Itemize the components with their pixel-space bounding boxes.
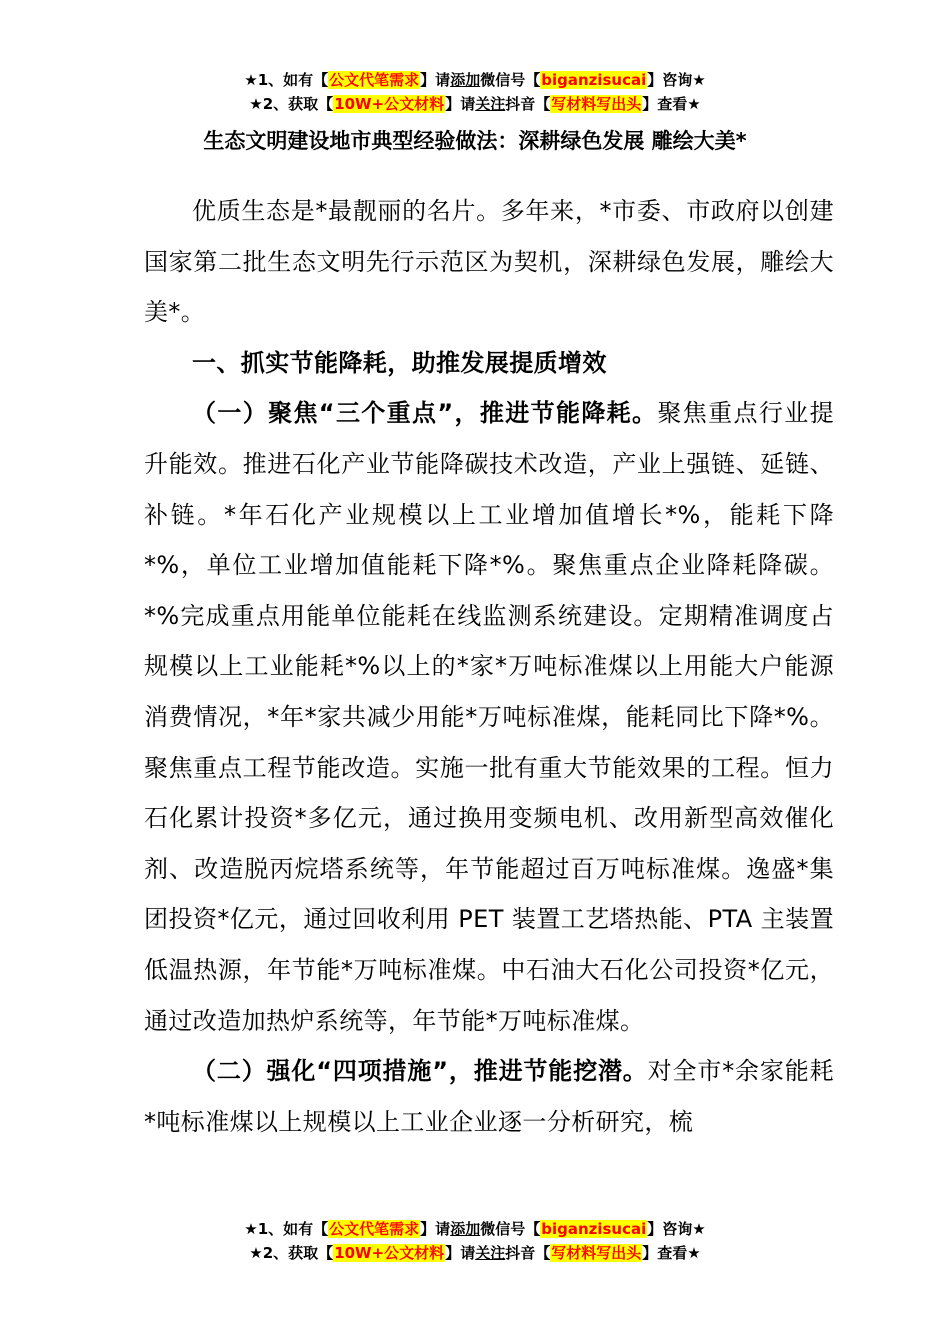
banner-text: 抖音【 — [505, 1244, 551, 1262]
banner-line-1 — [0, 1217, 950, 1241]
banner-highlight: 10W+公文材料 — [334, 1244, 445, 1262]
banner-line-2 — [0, 1241, 950, 1265]
banner-text: ★2、获取【 — [249, 1244, 334, 1262]
banner-text: 】请 — [445, 1244, 476, 1262]
banner-line-1 — [0, 68, 950, 92]
intro-paragraph: 优质生态是*最靓丽的名片。多年来，*市委、市政府以创建国家第二批生态文明先行示范区为契机，深耕绿色发展，雕绘大美*。 — [144, 197, 834, 327]
banner-line-2 — [0, 92, 950, 116]
header-banner — [0, 68, 950, 116]
banner-text: 】咨询★ — [647, 71, 706, 89]
banner-text: ★1、如有【 — [244, 1220, 329, 1238]
paragraph-text: 聚焦重点行业提升能效。推进石化产业节能降碳技术改造，产业上强链、延链、补链。*年石化产业规模以上工业增加值增长*%，能耗下降*%，单位工业增加值能耗下降*%。聚焦重点企业降耗降碳。*%完成重点用能单位能耗在线监测系统建设。定期精准调度占规模以上工业能耗*%以上的*家*万吨标准煤以上用能大户能源消费情况，*年*家共减少用能*万吨标准煤，能耗同比下降*%。聚焦重点工程节能改造。实施一批有重大节能效果的工程。恒力石化累计投资*多亿元，通过换用变频电机、改用新型高效催化剂、改造脱丙烷塔系统等，年节能超过百万吨标准煤。逸盛*集团投资*亿元，通过回收利用 PET 装置工艺塔热能、PTA 主装置低温热源，年节能*万吨标准煤。中石油大石化公司投资*亿元，通过改造加热炉系统等，年节能*万吨标准煤。 — [144, 399, 834, 1035]
banner-underlined: 关注 — [475, 1244, 506, 1262]
document-body — [144, 186, 834, 1147]
banner-highlight: 10W+公文材料 — [334, 95, 445, 113]
body-paragraph — [144, 388, 834, 1046]
document-title: 生态文明建设地市典型经验做法：深耕绿色发展 雕绘大美* — [203, 129, 747, 153]
banner-underlined: 关注 — [475, 95, 506, 113]
banner-text: 】查看★ — [642, 95, 701, 113]
banner-text: 微信号【 — [480, 71, 541, 89]
banner-text: ★2、获取【 — [249, 95, 334, 113]
banner-underlined: 添加 — [450, 1220, 481, 1238]
section-heading: 一、抓实节能降耗，助推发展提质增效 — [192, 348, 607, 377]
banner-underlined: 添加 — [450, 71, 481, 89]
banner-text: 抖音【 — [505, 95, 551, 113]
banner-text: 】请 — [445, 95, 476, 113]
banner-wechat-id: biganzisucai — [541, 71, 647, 89]
banner-highlight: 公文代笔需求 — [329, 71, 420, 89]
banner-douyin-id: 写材料写出头 — [551, 95, 642, 113]
banner-douyin-id: 写材料写出头 — [551, 1244, 642, 1262]
paragraph-text: 对全市*余家能耗*吨标准煤以上规模以上工业企业逐一分析研究，梳 — [144, 1057, 834, 1136]
banner-highlight: 公文代笔需求 — [329, 1220, 420, 1238]
banner-text: 】查看★ — [642, 1244, 701, 1262]
banner-text: ★1、如有【 — [244, 71, 329, 89]
subsection-heading: （一）聚焦“三个重点”，推进节能降耗。 — [192, 399, 658, 428]
banner-text: 】咨询★ — [647, 1220, 706, 1238]
body-paragraph — [144, 1046, 834, 1147]
banner-text: 】请 — [420, 71, 451, 89]
footer-banner — [0, 1217, 950, 1265]
banner-text: 】请 — [420, 1220, 451, 1238]
banner-wechat-id: biganzisucai — [541, 1220, 647, 1238]
banner-text: 微信号【 — [480, 1220, 541, 1238]
subsection-heading: （二）强化“四项措施”，推进节能挖潜。 — [192, 1057, 648, 1086]
